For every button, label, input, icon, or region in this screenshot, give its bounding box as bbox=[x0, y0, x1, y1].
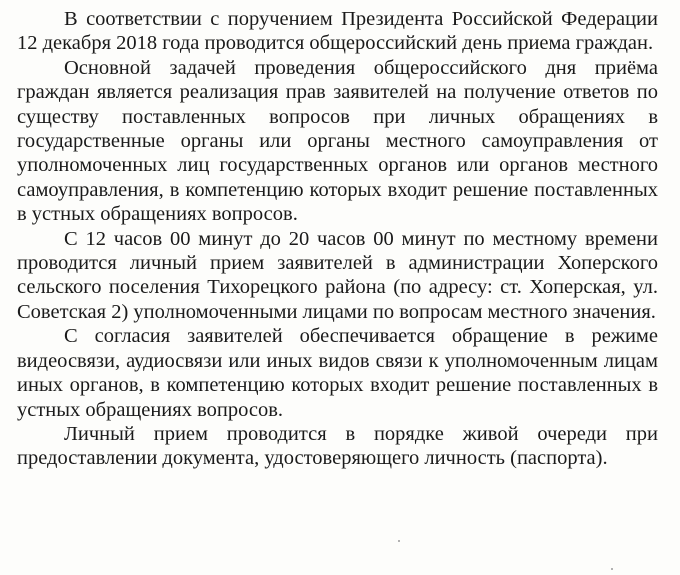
scan-speck bbox=[611, 568, 613, 570]
paragraph-schedule: С 12 часов 00 минут до 20 часов 00 минут по местному времени проводится личный прием заявителей в администрации Хоперского сельского поселения Тихорецкого района (по адресу: ст. Хоперская, ул. Советская 2) уполномоченными лицами по вопросам местного значения. bbox=[17, 227, 658, 323]
scan-speck bbox=[398, 540, 400, 542]
paragraph-main-task: Основной задачей проведения общероссийского дня приёма граждан является реализация прав заявителей на получение ответов по существу поставленных вопросов при личных обращениях в государственные органы или органы местного самоуправления от уполномоченных лиц государственных органов или органов местного самоуправления, в компетенцию которых входит решение поставленных в устных обращениях вопросов. bbox=[17, 56, 658, 226]
paragraph-remote-communication: С согласия заявителей обеспечивается обращение в режиме видеосвязи, аудиосвязи или иных видов связи к уполномоченным лицам иных органов, в компетенцию которых входит решение поставленных в устных обращениях вопросов. bbox=[17, 325, 658, 421]
paragraph-announcement: В соответствии с поручением Президента Российской Федерации 12 декабря 2018 года проводится общероссийский день приема граждан. bbox=[17, 8, 658, 55]
paragraph-queue: Личный прием проводится в порядке живой очереди при предоставлении документа, удостоверяющего личность (паспорта). bbox=[17, 422, 658, 470]
